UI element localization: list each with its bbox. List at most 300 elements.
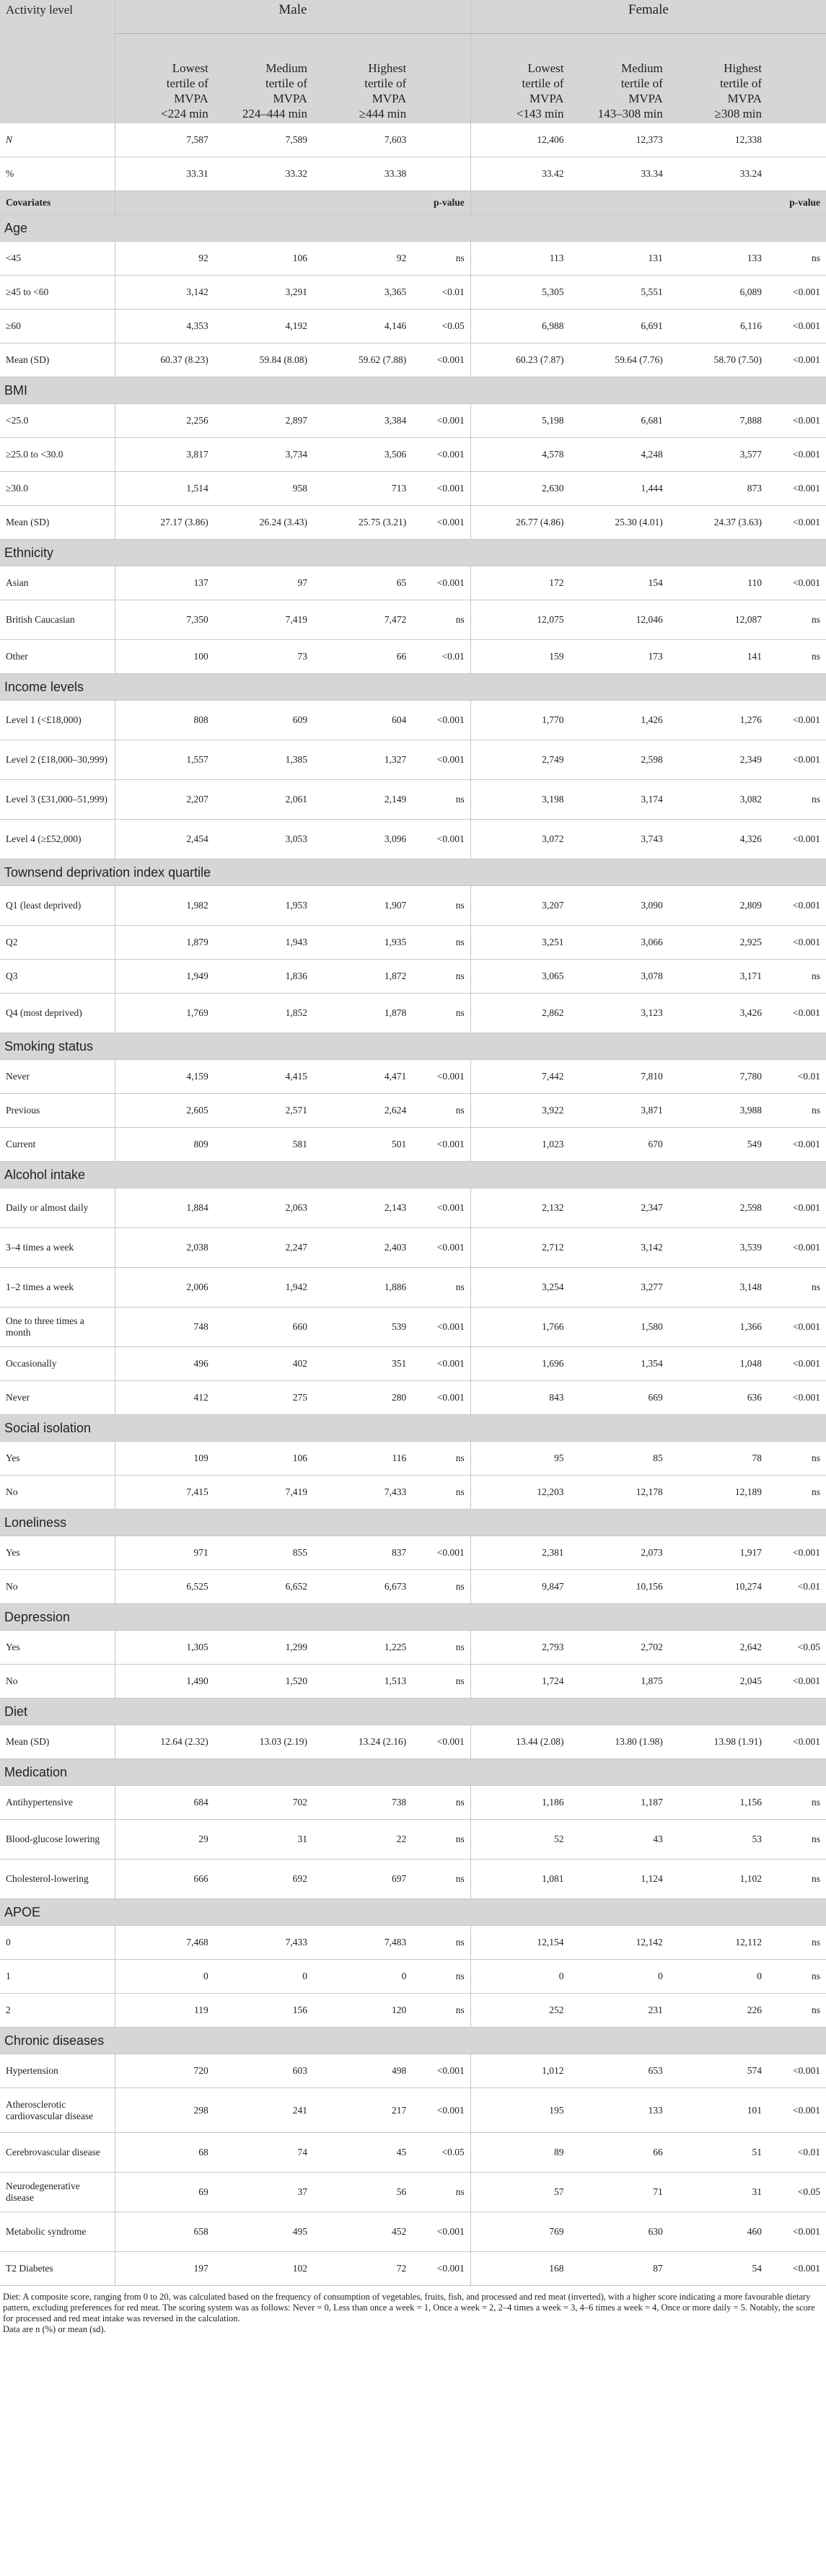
female-pvalue: <0.001 — [768, 343, 826, 377]
female-pvalue: ns — [768, 1820, 826, 1859]
cell-value: 53 — [669, 1820, 768, 1859]
female-lowest-tertile-header: Lowest tertile of MVPA <143 min — [470, 34, 569, 124]
cell-value: 33.31 — [115, 157, 214, 191]
cell-value: 298 — [115, 2088, 214, 2133]
cell-empty — [313, 191, 412, 215]
cell-value: 33.38 — [313, 157, 412, 191]
cell-value: 2,207 — [115, 780, 214, 820]
row-label: Occasionally — [0, 1347, 115, 1381]
cell-value: 24.37 (3.63) — [669, 506, 768, 540]
cell-value: 1,023 — [470, 1128, 569, 1162]
cell-value: 13.98 (1.91) — [669, 1725, 768, 1759]
cell-value: 501 — [313, 1128, 412, 1162]
male-pvalue: ns — [412, 242, 470, 276]
cell-value: 748 — [115, 1307, 214, 1347]
cell-value: 653 — [570, 2054, 669, 2088]
cell-value: 12,178 — [570, 1476, 669, 1510]
table-row — [0, 1859, 826, 1899]
row-label: Other — [0, 640, 115, 674]
male-pvalue: <0.001 — [412, 1536, 470, 1570]
row-label: Q4 (most deprived) — [0, 994, 115, 1033]
cell-value: 1,724 — [470, 1665, 569, 1699]
row-label: Level 1 (<£18,000) — [0, 701, 115, 740]
row-label: No — [0, 1476, 115, 1510]
table-row — [0, 780, 826, 820]
cell-value: 13.80 (1.98) — [570, 1725, 669, 1759]
cell-value: 670 — [570, 1128, 669, 1162]
cell-value: 85 — [570, 1442, 669, 1476]
male-medium-tertile-header: Medium tertile of MVPA 224–444 min — [214, 34, 313, 124]
cell-value: 660 — [214, 1307, 313, 1347]
table-row — [0, 472, 826, 506]
table-row — [0, 2133, 826, 2173]
table-row — [0, 1926, 826, 1960]
cell-value: 7,350 — [115, 600, 214, 640]
cell-value: 131 — [570, 242, 669, 276]
cell-value: 1,366 — [669, 1307, 768, 1347]
cell-value: 3,384 — [313, 404, 412, 438]
data-footnote: Data are n (%) or mean (sd). — [3, 2324, 106, 2334]
cell-empty — [470, 191, 569, 215]
cell-value: 3,148 — [669, 1268, 768, 1307]
cell-value: 3,198 — [470, 780, 569, 820]
male-pvalue: ns — [412, 1994, 470, 2028]
cell-value: 3,254 — [470, 1268, 569, 1307]
cell-value: 12,075 — [470, 600, 569, 640]
cell-empty — [214, 191, 313, 215]
cell-value: 3,053 — [214, 820, 313, 859]
cell-value: 2,454 — [115, 820, 214, 859]
male-pvalue: ns — [412, 1859, 470, 1899]
cell-value: 13.24 (2.16) — [313, 1725, 412, 1759]
covariates-header-row — [0, 191, 826, 215]
table-row — [0, 1347, 826, 1381]
table-row — [0, 1994, 826, 2028]
cell-value: 12,087 — [669, 600, 768, 640]
row-label: No — [0, 1665, 115, 1699]
cell-value: 1,513 — [313, 1665, 412, 1699]
cell-value: 2,006 — [115, 1268, 214, 1307]
male-pvalue: ns — [412, 1786, 470, 1820]
cell-value: 9,847 — [470, 1570, 569, 1604]
cell-value: 12,142 — [570, 1926, 669, 1960]
cell-value: 1,081 — [470, 1859, 569, 1899]
male-pvalue: <0.001 — [412, 2252, 470, 2286]
cell-value: 120 — [313, 1994, 412, 2028]
cell-value: 3,174 — [570, 780, 669, 820]
cell-value: 3,988 — [669, 1094, 768, 1128]
cell-value: 0 — [313, 1960, 412, 1994]
cell-value: 195 — [470, 2088, 569, 2133]
cell-value: 1,935 — [313, 926, 412, 960]
cell-value: 4,578 — [470, 438, 569, 472]
cell-empty — [768, 157, 826, 191]
male-pvalue: <0.001 — [412, 1228, 470, 1268]
cell-value: 66 — [313, 640, 412, 674]
table-row — [0, 1665, 826, 1699]
cell-value: 26.24 (3.43) — [214, 506, 313, 540]
male-pvalue-spacer — [412, 34, 470, 124]
male-pvalue: <0.001 — [412, 2088, 470, 2133]
male-pvalue-header: p-value — [412, 191, 470, 215]
table-row — [0, 2054, 826, 2088]
cell-value: 498 — [313, 2054, 412, 2088]
cell-value: 1,514 — [115, 472, 214, 506]
cell-value: 7,433 — [313, 1476, 412, 1510]
cell-value: 2,749 — [470, 740, 569, 780]
cell-value: 402 — [214, 1347, 313, 1381]
cell-value: 2,073 — [570, 1536, 669, 1570]
female-pvalue: <0.001 — [768, 1307, 826, 1347]
diet-footnote: Diet: A composite score, ranging from 0 to 20, was calculated based on the frequency of consumption of vegetables, fruits, fish, and processed and red meat (inverted), with a higher score indicating a more favourable dietary pattern, excluding preferences for red meat. The scoring system was as follows: Never = 0, Less than once a week = 1, Once a week = 2, 2–4 times a week = 3, 4–6 times a week = 4, Once or more daily = 5. Notably, the score for processed and red meat intake was reversed in the calculation. — [3, 2292, 815, 2323]
female-pvalue: <0.05 — [768, 1631, 826, 1665]
cell-value: 68 — [115, 2133, 214, 2173]
cell-value: 809 — [115, 1128, 214, 1162]
cell-value: 1,769 — [115, 994, 214, 1033]
cell-value: 159 — [470, 640, 569, 674]
cell-value: 275 — [214, 1381, 313, 1415]
section-header-apoe — [0, 1899, 826, 1926]
cell-value: 0 — [115, 1960, 214, 1994]
table-body — [0, 123, 826, 2286]
table-row — [0, 820, 826, 859]
cell-value: 57 — [470, 2173, 569, 2212]
table-row — [0, 960, 826, 994]
male-header: Male — [115, 0, 471, 34]
male-pvalue: ns — [412, 1820, 470, 1859]
male-pvalue: <0.001 — [412, 1381, 470, 1415]
row-label: Yes — [0, 1631, 115, 1665]
cell-value: 58.70 (7.50) — [669, 343, 768, 377]
cell-value: 769 — [470, 2212, 569, 2252]
cell-value: 7,419 — [214, 1476, 313, 1510]
cell-value: 3,577 — [669, 438, 768, 472]
cell-value: 1,186 — [470, 1786, 569, 1820]
cell-value: 3,207 — [470, 886, 569, 926]
cell-value: 29 — [115, 1820, 214, 1859]
female-pvalue: ns — [768, 1094, 826, 1128]
male-pvalue: <0.001 — [412, 1347, 470, 1381]
female-pvalue: <0.001 — [768, 701, 826, 740]
table-row — [0, 1128, 826, 1162]
row-label: Antihypertensive — [0, 1786, 115, 1820]
cell-value: 197 — [115, 2252, 214, 2286]
row-label: 1–2 times a week — [0, 1268, 115, 1307]
section-title: Chronic diseases — [0, 2028, 826, 2054]
cell-value: 1,385 — [214, 740, 313, 780]
male-pvalue: <0.001 — [412, 472, 470, 506]
cell-value: 692 — [214, 1859, 313, 1899]
cell-value: 51 — [669, 2133, 768, 2173]
female-pvalue: <0.001 — [768, 310, 826, 343]
cell-value: 1,982 — [115, 886, 214, 926]
cell-value: 172 — [470, 566, 569, 600]
row-label: 3–4 times a week — [0, 1228, 115, 1268]
cell-value: 217 — [313, 2088, 412, 2133]
cell-value: 60.23 (7.87) — [470, 343, 569, 377]
cell-value: 4,192 — [214, 310, 313, 343]
male-pvalue: ns — [412, 994, 470, 1033]
row-label: Atherosclerotic cardiovascular disease — [0, 2088, 115, 2133]
section-header-ethnicity — [0, 540, 826, 566]
table-row — [0, 506, 826, 540]
row-label: One to three times a month — [0, 1307, 115, 1347]
female-pvalue: ns — [768, 640, 826, 674]
cell-value: 2,349 — [669, 740, 768, 780]
table-row — [0, 2252, 826, 2286]
cell-value: 1,942 — [214, 1268, 313, 1307]
cell-value: 3,817 — [115, 438, 214, 472]
male-pvalue: <0.01 — [412, 640, 470, 674]
section-title: Ethnicity — [0, 540, 826, 566]
cell-value: 52 — [470, 1820, 569, 1859]
cell-value: 95 — [470, 1442, 569, 1476]
cell-value: 113 — [470, 242, 569, 276]
table-row — [0, 310, 826, 343]
row-label: T2 Diabetes — [0, 2252, 115, 2286]
cell-value: 65 — [313, 566, 412, 600]
male-pvalue: <0.001 — [412, 820, 470, 859]
female-pvalue: <0.001 — [768, 1725, 826, 1759]
table-row — [0, 1476, 826, 1510]
female-pvalue: ns — [768, 1268, 826, 1307]
cell-value: 7,472 — [313, 600, 412, 640]
cell-value: 119 — [115, 1994, 214, 2028]
female-pvalue: <0.01 — [768, 1060, 826, 1094]
male-pvalue: <0.001 — [412, 438, 470, 472]
male-pvalue: ns — [412, 886, 470, 926]
cell-value: 2,571 — [214, 1094, 313, 1128]
cell-value: 13.44 (2.08) — [470, 1725, 569, 1759]
section-header-age — [0, 215, 826, 242]
row-label: 2 — [0, 1994, 115, 2028]
table-row — [0, 1188, 826, 1228]
female-pvalue: <0.001 — [768, 472, 826, 506]
cell-value: 658 — [115, 2212, 214, 2252]
cell-value: 2,630 — [470, 472, 569, 506]
male-pvalue: ns — [412, 1476, 470, 1510]
cell-value: 1,012 — [470, 2054, 569, 2088]
cell-value: 2,624 — [313, 1094, 412, 1128]
male-pvalue: <0.001 — [412, 506, 470, 540]
cell-value: 116 — [313, 1442, 412, 1476]
cell-value: 2,712 — [470, 1228, 569, 1268]
cell-value: 43 — [570, 1820, 669, 1859]
table-row — [0, 1536, 826, 1570]
covariates-label: Covariates — [0, 191, 115, 215]
table-row — [0, 438, 826, 472]
cell-value: 1,770 — [470, 701, 569, 740]
cell-value: 133 — [570, 2088, 669, 2133]
row-label: Mean (SD) — [0, 506, 115, 540]
cell-value: 2,793 — [470, 1631, 569, 1665]
cell-value: 855 — [214, 1536, 313, 1570]
cell-value: 25.30 (4.01) — [570, 506, 669, 540]
table-row — [0, 1060, 826, 1094]
female-pvalue: <0.001 — [768, 438, 826, 472]
female-pvalue: ns — [768, 1960, 826, 1994]
cell-value: 5,198 — [470, 404, 569, 438]
row-label: Level 4 (≥£52,000) — [0, 820, 115, 859]
cell-empty — [768, 123, 826, 157]
table-row — [0, 740, 826, 780]
cell-value: 3,090 — [570, 886, 669, 926]
cell-value: 3,078 — [570, 960, 669, 994]
cell-value: 3,539 — [669, 1228, 768, 1268]
table-row — [0, 404, 826, 438]
cell-value: 133 — [669, 242, 768, 276]
male-pvalue: <0.001 — [412, 566, 470, 600]
cell-value: 6,525 — [115, 1570, 214, 1604]
cell-value: 4,326 — [669, 820, 768, 859]
male-pvalue: <0.01 — [412, 276, 470, 310]
section-header-income — [0, 674, 826, 701]
cell-value: 3,743 — [570, 820, 669, 859]
cell-value: 604 — [313, 701, 412, 740]
cell-empty — [669, 191, 768, 215]
cell-value: 1,580 — [570, 1307, 669, 1347]
cell-value: 808 — [115, 701, 214, 740]
row-label: 0 — [0, 1926, 115, 1960]
cell-value: 958 — [214, 472, 313, 506]
cell-value: 2,897 — [214, 404, 313, 438]
cell-value: 7,483 — [313, 1926, 412, 1960]
cell-value: 6,691 — [570, 310, 669, 343]
cell-value: 241 — [214, 2088, 313, 2133]
cell-value: 4,248 — [570, 438, 669, 472]
row-label: 1 — [0, 1960, 115, 1994]
cell-value: 1,557 — [115, 740, 214, 780]
cell-value: 7,888 — [669, 404, 768, 438]
cell-value: 2,038 — [115, 1228, 214, 1268]
cell-value: 7,587 — [115, 123, 214, 157]
row-label: Yes — [0, 1536, 115, 1570]
row-label: Cholesterol-lowering — [0, 1859, 115, 1899]
cell-value: 1,327 — [313, 740, 412, 780]
table-row — [0, 701, 826, 740]
cell-value: 6,652 — [214, 1570, 313, 1604]
cell-value: 3,066 — [570, 926, 669, 960]
cell-value: 1,048 — [669, 1347, 768, 1381]
cell-value: 574 — [669, 2054, 768, 2088]
female-pvalue: <0.01 — [768, 2133, 826, 2173]
male-pvalue: ns — [412, 1268, 470, 1307]
table-row — [0, 640, 826, 674]
row-label: British Caucasian — [0, 600, 115, 640]
cell-value: 4,146 — [313, 310, 412, 343]
male-pvalue: <0.05 — [412, 310, 470, 343]
female-pvalue: ns — [768, 780, 826, 820]
male-pvalue: ns — [412, 1570, 470, 1604]
cell-value: 92 — [313, 242, 412, 276]
male-pvalue: <0.001 — [412, 404, 470, 438]
row-label: Hypertension — [0, 2054, 115, 2088]
female-header: Female — [470, 0, 826, 34]
cell-value: 0 — [570, 1960, 669, 1994]
cell-value: 13.03 (2.19) — [214, 1725, 313, 1759]
cell-value: 280 — [313, 1381, 412, 1415]
section-header-loneliness — [0, 1510, 826, 1536]
cell-value: 609 — [214, 701, 313, 740]
cell-value: 89 — [470, 2133, 569, 2173]
row-label: Daily or almost daily — [0, 1188, 115, 1228]
cell-value: 5,551 — [570, 276, 669, 310]
cell-value: 156 — [214, 1994, 313, 2028]
table-row — [0, 1268, 826, 1307]
cell-value: 2,143 — [313, 1188, 412, 1228]
female-medium-tertile-header: Medium tertile of MVPA 143–308 min — [570, 34, 669, 124]
cell-value: 2,925 — [669, 926, 768, 960]
section-title: BMI — [0, 377, 826, 404]
row-label: Cerebrovascular disease — [0, 2133, 115, 2173]
male-pvalue: <0.001 — [412, 2212, 470, 2252]
cell-value: 1,299 — [214, 1631, 313, 1665]
cell-value: 72 — [313, 2252, 412, 2286]
cell-value: 1,520 — [214, 1665, 313, 1699]
section-header-chronic — [0, 2028, 826, 2054]
female-pvalue: <0.001 — [768, 1228, 826, 1268]
male-pvalue: ns — [412, 1665, 470, 1699]
cell-value: 141 — [669, 640, 768, 674]
cell-value: 495 — [214, 2212, 313, 2252]
cell-value: 10,156 — [570, 1570, 669, 1604]
cell-value: 56 — [313, 2173, 412, 2212]
cell-value: 60.37 (8.23) — [115, 343, 214, 377]
male-pvalue: <0.001 — [412, 740, 470, 780]
cell-value: 71 — [570, 2173, 669, 2212]
cell-value: 12,112 — [669, 1926, 768, 1960]
row-label: Previous — [0, 1094, 115, 1128]
cell-value: 54 — [669, 2252, 768, 2286]
cell-value: 1,907 — [313, 886, 412, 926]
female-pvalue: ns — [768, 1994, 826, 2028]
cell-value: 59.62 (7.88) — [313, 343, 412, 377]
section-header-smoking — [0, 1033, 826, 1060]
table-row — [0, 242, 826, 276]
cell-value: 1,836 — [214, 960, 313, 994]
cell-value: 12,406 — [470, 123, 569, 157]
cell-value: 3,142 — [570, 1228, 669, 1268]
cell-value: 3,251 — [470, 926, 569, 960]
table-header — [0, 0, 826, 123]
section-title: Alcohol intake — [0, 1162, 826, 1188]
cell-value: 452 — [313, 2212, 412, 2252]
cell-value: 603 — [214, 2054, 313, 2088]
cell-value: 720 — [115, 2054, 214, 2088]
table-row — [0, 343, 826, 377]
section-header-depression — [0, 1604, 826, 1631]
row-label: Never — [0, 1381, 115, 1415]
table-row — [0, 994, 826, 1033]
cell-value: 6,988 — [470, 310, 569, 343]
cell-value: 168 — [470, 2252, 569, 2286]
cell-value: 1,490 — [115, 1665, 214, 1699]
cell-value: 4,159 — [115, 1060, 214, 1094]
male-pvalue: ns — [412, 1094, 470, 1128]
cell-value: 1,124 — [570, 1859, 669, 1899]
cell-value: 1,225 — [313, 1631, 412, 1665]
female-pvalue: ns — [768, 1476, 826, 1510]
cell-value: 1,953 — [214, 886, 313, 926]
cell-value: 66 — [570, 2133, 669, 2173]
male-pvalue: <0.001 — [412, 1128, 470, 1162]
cell-empty — [412, 123, 470, 157]
cell-value: 1,852 — [214, 994, 313, 1033]
male-pvalue: <0.001 — [412, 2054, 470, 2088]
female-pvalue: ns — [768, 242, 826, 276]
cell-value: 7,603 — [313, 123, 412, 157]
female-pvalue: <0.001 — [768, 740, 826, 780]
